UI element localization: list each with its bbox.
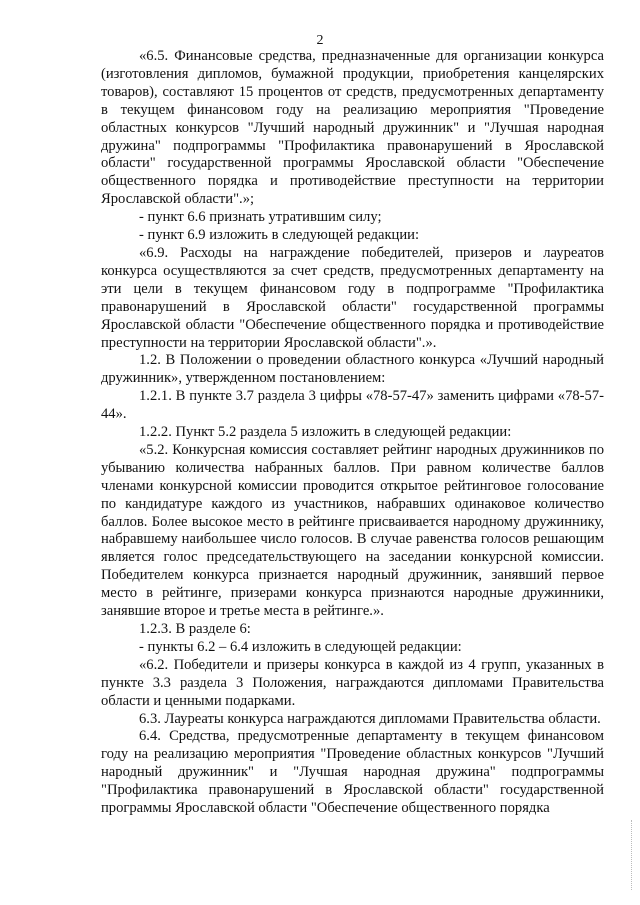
paragraph-6-2-6-4-intro: - пункты 6.2 – 6.4 изложить в следующей редакции:	[139, 638, 462, 655]
paragraph-6-9-intro: - пункт 6.9 изложить в следующей редакции:	[139, 227, 420, 244]
paragraph-1-2-2: 1.2.2. Пункт 5.2 раздела 5 изложить в следующей редакции:	[139, 424, 512, 441]
page-number: 2	[316, 33, 324, 48]
paragraph-5-2: «5.2. Конкурсная комиссия составляет рейтинг народных дружинников по убыванию количества набранных баллов. При равном количестве баллов членами конкурсной комиссии проводится открытое рейтинговое голосование по кандидатуре каждого из участников, набравших одинаковое количество баллов. Более высокое место в рейтинге присваивается народному дружиннику, набравшему наибольшее число голосов. В случае равенства голосов решающим является голос председательствующего на заседании конкурсной комиссии. Победителем конкурса признается народный дружинник, занявший первое место в рейтинге, призерами конкурса признаются народные дружинники, занявшие второе и третье места в рейтинге.».	[101, 441, 604, 620]
paragraph-6-4: 6.4. Средства, предусмотренные департаменту в текущем финансовом году на реализацию мероприятия "Проведение областных конкурсов "Лучший народный дружинник" и "Лучшая народная дружина" подпрограммы "Профилактика правонарушений в Ярославской области" государственной программы Ярославской области "Обеспечение общественного порядка	[101, 728, 604, 817]
paragraph-1-2-1: 1.2.1. В пункте 3.7 раздела 3 цифры «78-57-47» заменить цифрами «78-57-44».	[101, 388, 604, 423]
paragraph-6-3: 6.3. Лауреаты конкурса награждаются дипломами Правительства области.	[139, 710, 601, 727]
paragraph-1-2: 1.2. В Положении о проведении областного конкурса «Лучший народный дружинник», утвержденном постановлением:	[101, 352, 604, 387]
paragraph-6-9: «6.9. Расходы на награждение победителей, призеров и лауреатов конкурса осуществляются за счет средств, предусмотренных департаменту на эти цели в текущем финансовом году в подпрограмме "Профилактика правонарушений в Ярославской области" государственной программы Ярославской области "Обеспечение общественного порядка и противодействие преступности на территории Ярославской области".».	[101, 244, 604, 351]
paragraph-1-2-3: 1.2.3. В разделе 6:	[139, 621, 251, 637]
paragraph-6-6-repeal: - пункт 6.6 признать утратившим силу;	[139, 209, 382, 226]
paragraph-6-2: «6.2. Победители и призеры конкурса в каждой из 4 групп, указанных в пункте 3.3 раздела 3 Положения, награждаются дипломами Правительства области и ценными подарками.	[101, 656, 604, 709]
scan-edge-mark	[631, 820, 634, 890]
document-body	[101, 48, 604, 818]
paragraph-6-5: «6.5. Финансовые средства, предназначенные для организации конкурса (изготовления дипломов, бумажной продукции, приобретения канцелярских товаров), составляют 15 процентов от средств, предусмотренных департаменту в текущем финансовом году на реализацию мероприятия "Проведение областных конкурсов "Лучший народный дружинник" и "Лучшая народная дружина" подпрограммы "Профилактика правонарушений в Ярославской области" государственной программы Ярославской области "Обеспечение общественного порядка и противодействие преступности на территории Ярославской области".»;	[101, 48, 604, 208]
